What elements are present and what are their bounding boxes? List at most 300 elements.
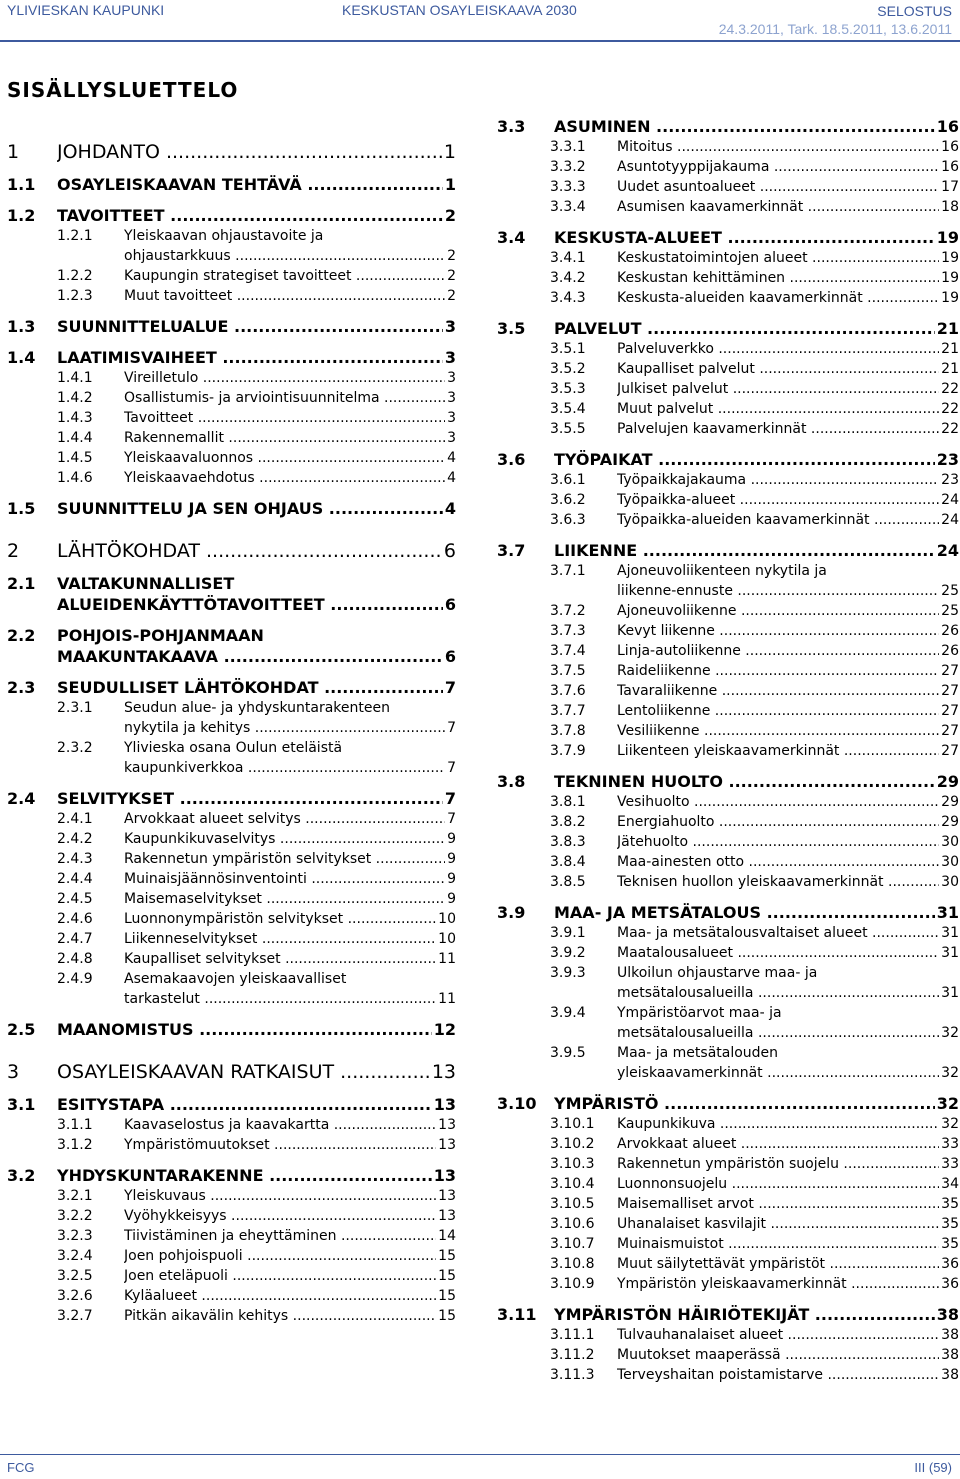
toc-entry-number: 3.11 — [497, 1305, 537, 1324]
toc-entry-page: 16 — [941, 159, 959, 175]
toc-entry-page: 27 — [941, 683, 959, 699]
toc-entry-title: Työpaikka-alueet ..... — [617, 490, 959, 510]
toc-entry-number: 1.4.1 — [57, 370, 93, 386]
toc-entry-title: Lentoliikenne ..... — [617, 701, 959, 721]
toc-entry-title: Joen eteläpuoli ..... — [124, 1266, 456, 1286]
toc-entry-title: Kaupalliset palvelut ..... — [617, 359, 959, 379]
toc-entry[interactable] — [0, 677, 456, 698]
toc-entry-number: 3.2.6 — [57, 1288, 93, 1304]
toc-entry-number: 2.4.8 — [57, 951, 93, 967]
toc-entry[interactable] — [0, 286, 456, 306]
toc-entry-number: 1.2.3 — [57, 288, 93, 304]
toc-entry[interactable] — [497, 449, 959, 470]
toc-entry[interactable] — [497, 1154, 959, 1174]
toc-entry[interactable] — [497, 561, 959, 601]
toc-entry[interactable] — [497, 812, 959, 832]
toc-entry-number: 3.5.3 — [550, 381, 586, 397]
toc-entry[interactable] — [497, 741, 959, 761]
toc-entry-page: 19 — [941, 270, 959, 286]
toc-entry-number: 3.7 — [497, 541, 526, 560]
toc-entry[interactable] — [497, 1003, 959, 1043]
toc-entry-number: 2.4.7 — [57, 931, 93, 947]
toc-entry-title: Tiivistäminen ja eheyttäminen ..... — [124, 1226, 456, 1246]
toc-entry-number: 2.4.6 — [57, 911, 93, 927]
toc-entry-page: 19 — [941, 250, 959, 266]
toc-entry-number: 3.7.5 — [550, 663, 586, 679]
toc-entry-page: 19 — [936, 228, 959, 247]
toc-entry-page: 13 — [438, 1137, 456, 1153]
toc-entry-page: 3 — [444, 317, 456, 336]
toc-entry-number: 1.5 — [7, 499, 36, 518]
toc-entry[interactable] — [497, 601, 959, 621]
toc-entry-title: Luonnonympäristön selvitykset ..... — [124, 909, 456, 929]
toc-entry-number: 3.10 — [497, 1094, 537, 1113]
toc-entry[interactable] — [0, 909, 456, 929]
toc-entry-number: 3.7.9 — [550, 743, 586, 759]
toc-entry[interactable] — [497, 288, 959, 308]
toc-entry[interactable] — [0, 1060, 456, 1084]
toc-entry[interactable] — [497, 1214, 959, 1234]
toc-entry-title: Energiahuolto ..... — [617, 812, 959, 832]
toc-entry[interactable] — [497, 197, 959, 217]
toc-entry-page: 38 — [936, 1305, 959, 1324]
toc-entry-number: 3.10.5 — [550, 1196, 595, 1212]
toc-entry-page: 4 — [444, 499, 456, 518]
toc-entry[interactable] — [0, 1226, 456, 1246]
toc-entry[interactable] — [497, 359, 959, 379]
toc-entry-title: LIIKENNE ..... — [554, 540, 959, 561]
toc-entry[interactable] — [0, 140, 456, 164]
toc-entry[interactable] — [497, 157, 959, 177]
toc-entry-page: 15 — [438, 1268, 456, 1284]
toc-entry[interactable] — [497, 852, 959, 872]
toc-entry-title: JOHDANTO ..... — [57, 140, 456, 164]
toc-entry-title: Maisemaselvitykset ..... — [124, 889, 456, 909]
toc-entry-number: 2.1 — [7, 574, 36, 593]
toc-entry-title: TAVOITTEET ..... — [57, 205, 456, 226]
toc-entry-title: Kaupunkikuva ..... — [617, 1114, 959, 1134]
footer-divider — [0, 1454, 960, 1455]
toc-entry[interactable] — [497, 1093, 959, 1114]
toc-entry[interactable] — [0, 849, 456, 869]
toc-entry-number: 3.6.2 — [550, 492, 586, 508]
toc-entry-page: 13 — [433, 1166, 456, 1185]
toc-entry[interactable] — [497, 1274, 959, 1294]
toc-entry[interactable] — [497, 1304, 959, 1325]
header-divider — [0, 40, 960, 42]
toc-entry-number: 3.7.6 — [550, 683, 586, 699]
toc-entry[interactable] — [0, 1286, 456, 1306]
toc-entry-number: 2.5 — [7, 1020, 36, 1039]
toc-entry[interactable] — [497, 963, 959, 1003]
toc-entry-title-cont: metsätalousalueilla ..... — [617, 983, 959, 1003]
toc-entry-title: OSAYLEISKAAVAN TEHTÄVÄ ..... — [57, 174, 456, 195]
toc-entry-page: 13 — [433, 1095, 456, 1114]
toc-entry-number: 1.4.5 — [57, 450, 93, 466]
toc-entry-title: Yleiskaavan ohjaustavoite ja — [124, 228, 324, 244]
toc-entry[interactable] — [0, 625, 456, 667]
toc-entry-title: LÄHTÖKOHDAT ..... — [57, 539, 456, 563]
toc-entry[interactable] — [0, 949, 456, 969]
toc-entry-number: 3.5 — [497, 319, 526, 338]
toc-entry-title: Vesiliikenne ..... — [617, 721, 959, 741]
toc-entry-page: 11 — [438, 991, 456, 1007]
toc-entry[interactable] — [497, 116, 959, 137]
toc-entry-page: 17 — [941, 179, 959, 195]
toc-entry[interactable] — [497, 490, 959, 510]
toc-entry[interactable] — [0, 539, 456, 563]
toc-entry-number: 3.9.2 — [550, 945, 586, 961]
toc-entry[interactable] — [497, 771, 959, 792]
toc-entry[interactable] — [0, 869, 456, 889]
toc-entry[interactable] — [497, 1234, 959, 1254]
toc-entry-page: 38 — [941, 1327, 959, 1343]
toc-entry[interactable] — [497, 872, 959, 892]
toc-entry-number: 1.2 — [7, 206, 36, 225]
toc-entry-page: 32 — [941, 1025, 959, 1041]
toc-entry-number: 3.6 — [497, 450, 526, 469]
toc-entry-page: 32 — [941, 1065, 959, 1081]
toc-entry[interactable] — [0, 1019, 456, 1040]
toc-entry-title: Liikenneselvitykset ..... — [124, 929, 456, 949]
toc-entry[interactable] — [497, 1325, 959, 1345]
toc-entry-number: 3.2 — [7, 1166, 36, 1185]
toc-entry-number: 1.2.2 — [57, 268, 93, 284]
toc-entry-title: Arvokkaat alueet selvitys ..... — [124, 809, 456, 829]
toc-entry-number: 3.7.3 — [550, 623, 586, 639]
toc-entry[interactable] — [0, 316, 456, 337]
toc-entry-page: 27 — [941, 723, 959, 739]
toc-entry[interactable] — [0, 226, 456, 266]
toc-entry-page: 29 — [941, 814, 959, 830]
toc-entry[interactable] — [0, 788, 456, 809]
toc-entry-page: 27 — [941, 743, 959, 759]
toc-entry-number: 3.9.5 — [550, 1045, 586, 1061]
toc-entry-page: 33 — [941, 1136, 959, 1152]
toc-entry-page: 10 — [438, 931, 456, 947]
toc-entry-page: 22 — [941, 401, 959, 417]
toc-entry[interactable] — [0, 809, 456, 829]
toc-entry-number: 2.3.2 — [57, 740, 93, 756]
toc-entry[interactable] — [0, 969, 456, 1009]
toc-entry[interactable] — [0, 388, 456, 408]
toc-entry-page: 35 — [941, 1236, 959, 1252]
toc-entry-title: Yleiskaavaluonnos ..... — [124, 448, 456, 468]
toc-entry-page: 2 — [447, 288, 456, 304]
toc-entry-number: 2.2 — [7, 626, 36, 645]
toc-entry[interactable] — [0, 205, 456, 226]
toc-entry-title: PALVELUT ..... — [554, 318, 959, 339]
toc-entry-number: 3.8.2 — [550, 814, 586, 830]
toc-entry[interactable] — [0, 889, 456, 909]
toc-entry-page: 31 — [941, 945, 959, 961]
toc-entry[interactable] — [0, 1306, 456, 1326]
toc-entry-page: 23 — [936, 450, 959, 469]
toc-entry-title: OSAYLEISKAAVAN RATKAISUT ..... — [57, 1060, 456, 1084]
toc-entry[interactable] — [0, 698, 456, 738]
toc-entry[interactable] — [497, 540, 959, 561]
toc-entry-page: 1 — [443, 141, 456, 163]
toc-entry-title: Kyläalueet ..... — [124, 1286, 456, 1306]
toc-entry[interactable] — [0, 929, 456, 949]
toc-entry-title: Yleiskaavaehdotus ..... — [124, 468, 456, 488]
toc-entry-number: 2.4.3 — [57, 851, 93, 867]
toc-entry-number: 3.11.2 — [550, 1347, 595, 1363]
toc-entry-title: Muut säilytettävät ympäristöt ..... — [617, 1254, 959, 1274]
toc-entry-title: Työpaikkajakauma ..... — [617, 470, 959, 490]
toc-entry-number: 3.4.3 — [550, 290, 586, 306]
toc-entry-number: 3.2.4 — [57, 1248, 93, 1264]
toc-entry-number: 2 — [7, 540, 20, 562]
toc-entry-page: 10 — [438, 911, 456, 927]
toc-entry-title: Uudet asuntoalueet ..... — [617, 177, 959, 197]
toc-entry[interactable] — [497, 943, 959, 963]
toc-entry-page: 25 — [941, 583, 959, 599]
toc-entry[interactable] — [0, 428, 456, 448]
toc-entry[interactable] — [497, 399, 959, 419]
toc-entry-page: 30 — [941, 874, 959, 890]
toc-entry[interactable] — [497, 248, 959, 268]
toc-entry[interactable] — [0, 408, 456, 428]
toc-entry-title: Muutokset maaperässä ..... — [617, 1345, 959, 1365]
toc-entry-number: 3.7.7 — [550, 703, 586, 719]
footer-page-number: III (59) — [914, 1460, 952, 1475]
toc-entry-title: YMPÄRISTÖ ..... — [554, 1093, 959, 1114]
toc-entry[interactable] — [497, 721, 959, 741]
toc-entry[interactable] — [0, 174, 456, 195]
toc-entry-title: SEUDULLISET LÄHTÖKOHDAT ..... — [57, 677, 456, 698]
toc-entry-title: Muinaismuistot ..... — [617, 1234, 959, 1254]
toc-entry[interactable] — [0, 1246, 456, 1266]
toc-entry-number: 3.6.3 — [550, 512, 586, 528]
toc-entry-number: 2.4 — [7, 789, 36, 808]
toc-entry[interactable] — [497, 1043, 959, 1083]
toc-entry-page: 18 — [941, 199, 959, 215]
toc-entry-title: ESITYSTAPA ..... — [57, 1094, 456, 1115]
toc-entry[interactable] — [497, 1114, 959, 1134]
toc-entry-title: Keskusta-alueiden kaavamerkinnät ..... — [617, 288, 959, 308]
toc-entry-title: TEKNINEN HUOLTO ..... — [554, 771, 959, 792]
header-plan-name: KESKUSTAN OSAYLEISKAAVA 2030 — [342, 2, 577, 18]
toc-entry[interactable] — [497, 923, 959, 943]
toc-entry-title: Julkiset palvelut ..... — [617, 379, 959, 399]
toc-entry-number: 3.8.3 — [550, 834, 586, 850]
toc-entry[interactable] — [497, 318, 959, 339]
toc-entry-number: 3.10.9 — [550, 1276, 595, 1292]
toc-entry-title-cont: nykytila ja kehitys ..... — [124, 718, 456, 738]
toc-entry-number: 3.2.7 — [57, 1308, 93, 1324]
toc-entry[interactable] — [0, 468, 456, 488]
toc-entry-page: 32 — [941, 1116, 959, 1132]
toc-entry-page: 31 — [941, 925, 959, 941]
toc-entry[interactable] — [0, 1115, 456, 1135]
toc-entry[interactable] — [497, 177, 959, 197]
toc-entry-page: 27 — [941, 663, 959, 679]
toc-entry-title: Kaupunkikuvaselvitys ..... — [124, 829, 456, 849]
toc-entry-page: 31 — [941, 985, 959, 1001]
toc-entry-number: 2.4.5 — [57, 891, 93, 907]
toc-entry-title: Ajoneuvoliikenne ..... — [617, 601, 959, 621]
toc-entry[interactable] — [0, 1094, 456, 1115]
toc-entry[interactable] — [0, 266, 456, 286]
toc-entry-number: 2.3 — [7, 678, 36, 697]
toc-entry-title: Uhanalaiset kasvilajit ..... — [617, 1214, 959, 1234]
toc-entry-title: Terveyshaitan poistamistarve ..... — [617, 1365, 959, 1385]
toc-entry-number: 3.5.4 — [550, 401, 586, 417]
page-header — [0, 0, 960, 40]
toc-entry-title: Vesihuolto ..... — [617, 792, 959, 812]
toc-entry-number: 3 — [7, 1061, 20, 1083]
toc-entry-page: 23 — [941, 472, 959, 488]
toc-entry-number: 3.5.1 — [550, 341, 586, 357]
toc-entry-number: 3.10.2 — [550, 1136, 595, 1152]
toc-entry[interactable] — [497, 832, 959, 852]
toc-entry[interactable] — [0, 368, 456, 388]
toc-entry-page: 26 — [941, 623, 959, 639]
toc-entry-title: Rakennetun ympäristön selvitykset ..... — [124, 849, 456, 869]
toc-entry-number: 3.10.7 — [550, 1236, 595, 1252]
toc-entry-page: 24 — [936, 541, 959, 560]
toc-entry-number: 3.3.4 — [550, 199, 586, 215]
toc-entry[interactable] — [497, 1365, 959, 1385]
toc-entry-page: 26 — [941, 643, 959, 659]
toc-entry-number: 3.10.6 — [550, 1216, 595, 1232]
toc-entry-title: Maa- ja metsätalousvaltaiset alueet ..... — [617, 923, 959, 943]
toc-entry[interactable] — [0, 1165, 456, 1186]
toc-entry[interactable] — [497, 1134, 959, 1154]
toc-entry[interactable] — [0, 1135, 456, 1155]
toc-entry[interactable] — [497, 661, 959, 681]
toc-entry-title: Teknisen huollon yleiskaavamerkinnät ..... — [617, 872, 959, 892]
toc-entry[interactable] — [0, 1206, 456, 1226]
toc-entry-title: YMPÄRISTÖN HÄIRIÖTEKIJÄT ..... — [554, 1304, 959, 1325]
toc-entry-title: Raideliikenne ..... — [617, 661, 959, 681]
toc-entry-page: 35 — [941, 1216, 959, 1232]
toc-entry-page: 16 — [941, 139, 959, 155]
toc-entry[interactable] — [497, 268, 959, 288]
toc-entry[interactable] — [497, 701, 959, 721]
toc-entry-number: 3.5.2 — [550, 361, 586, 377]
toc-entry-title: MAANOMISTUS ..... — [57, 1019, 456, 1040]
toc-entry-title: Jätehuolto ..... — [617, 832, 959, 852]
toc-entry[interactable] — [497, 137, 959, 157]
toc-entry-title: KESKUSTA-ALUEET ..... — [554, 227, 959, 248]
toc-entry-number: 1.4.3 — [57, 410, 93, 426]
toc-entry-page: 9 — [447, 871, 456, 887]
toc-entry-number: 2.4.2 — [57, 831, 93, 847]
toc-entry-number: 3.9.3 — [550, 965, 586, 981]
toc-entry[interactable] — [497, 470, 959, 490]
toc-entry-page: 19 — [941, 290, 959, 306]
toc-entry-title: Keskustan kehittäminen ..... — [617, 268, 959, 288]
toc-entry-page: 22 — [941, 421, 959, 437]
toc-entry-page: 22 — [941, 381, 959, 397]
toc-entry-title: Muut palvelut ..... — [617, 399, 959, 419]
toc-entry-page: 3 — [447, 370, 456, 386]
toc-entry-title: POHJOIS-POHJANMAAN — [57, 626, 264, 645]
toc-entry-title: Kaupalliset selvitykset ..... — [124, 949, 456, 969]
toc-entry-number: 3.2.3 — [57, 1228, 93, 1244]
toc-entry-title: SUUNNITTELUALUE ..... — [57, 316, 456, 337]
toc-entry-page: 38 — [941, 1347, 959, 1363]
toc-entry[interactable] — [497, 1345, 959, 1365]
toc-entry-number: 3.7.8 — [550, 723, 586, 739]
toc-left-column — [0, 140, 456, 1326]
toc-entry-page: 21 — [936, 319, 959, 338]
toc-entry-number: 3.8 — [497, 772, 526, 791]
toc-entry-number: 2.3.1 — [57, 700, 93, 716]
toc-entry-page: 7 — [444, 789, 456, 808]
header-doc-info — [719, 2, 952, 38]
toc-entry[interactable] — [0, 498, 456, 519]
toc-entry[interactable] — [497, 339, 959, 359]
toc-entry-title-cont: ohjaustarkkuus ..... — [124, 246, 456, 266]
toc-entry-page: 31 — [936, 903, 959, 922]
toc-entry-number: 3.3.1 — [550, 139, 586, 155]
toc-entry[interactable] — [0, 448, 456, 468]
toc-entry-page: 13 — [438, 1117, 456, 1133]
toc-entry-title: Maatalousalueet ..... — [617, 943, 959, 963]
toc-entry-page: 25 — [941, 603, 959, 619]
toc-entry-title: Liikenteen yleiskaavamerkinnät ..... — [617, 741, 959, 761]
toc-entry[interactable] — [497, 379, 959, 399]
toc-entry-page: 3 — [447, 410, 456, 426]
toc-entry[interactable] — [0, 1186, 456, 1206]
toc-entry[interactable] — [0, 738, 456, 778]
header-dates: 24.3.2011, Tark. 18.5.2011, 13.6.2011 — [718, 21, 952, 37]
toc-entry-page: 21 — [941, 341, 959, 357]
toc-entry-title: Kevyt liikenne ..... — [617, 621, 959, 641]
toc-entry[interactable] — [497, 1254, 959, 1274]
toc-entry-title: Mitoitus ..... — [617, 137, 959, 157]
toc-entry[interactable] — [0, 1266, 456, 1286]
toc-entry-page: 2 — [447, 268, 456, 284]
toc-entry-number: 3.8.4 — [550, 854, 586, 870]
footer-company: FCG — [7, 1460, 35, 1475]
toc-entry[interactable] — [497, 1194, 959, 1214]
toc-entry-title: Seudun alue- ja yhdyskuntarakenteen — [124, 700, 390, 716]
toc-entry-page: 24 — [941, 512, 959, 528]
toc-entry-number: 3.2.2 — [57, 1208, 93, 1224]
toc-entry-number: 3.8.5 — [550, 874, 586, 890]
toc-entry-title-cont: tarkastelut ..... — [124, 989, 456, 1009]
toc-entry-page: 2 — [447, 248, 456, 264]
toc-entry[interactable] — [497, 419, 959, 439]
toc-entry-title: SUUNNITTELU JA SEN OHJAUS ..... — [57, 498, 456, 519]
toc-entry-page: 4 — [447, 450, 456, 466]
toc-entry-number: 2.4.9 — [57, 971, 93, 987]
toc-entry[interactable] — [497, 621, 959, 641]
toc-entry[interactable] — [497, 681, 959, 701]
header-doc-type: SELOSTUS — [877, 3, 952, 19]
toc-entry-title: Joen pohjoispuoli ..... — [124, 1246, 456, 1266]
toc-entry-title-cont: metsätalousalueilla ..... — [617, 1023, 959, 1043]
toc-entry[interactable] — [497, 510, 959, 530]
toc-entry[interactable] — [497, 792, 959, 812]
toc-entry-title-cont: MAAKUNTAKAAVA ..... — [57, 646, 456, 667]
toc-entry[interactable] — [0, 829, 456, 849]
toc-entry-page: 13 — [438, 1208, 456, 1224]
toc-entry[interactable] — [0, 347, 456, 368]
toc-entry[interactable] — [497, 641, 959, 661]
toc-right-column — [497, 116, 959, 1385]
toc-entry[interactable] — [497, 227, 959, 248]
toc-entry[interactable] — [497, 1174, 959, 1194]
toc-entry-number: 3.9.1 — [550, 925, 586, 941]
toc-entry-title: Muut tavoitteet ..... — [124, 286, 456, 306]
toc-entry[interactable] — [0, 573, 456, 615]
toc-entry[interactable] — [497, 902, 959, 923]
